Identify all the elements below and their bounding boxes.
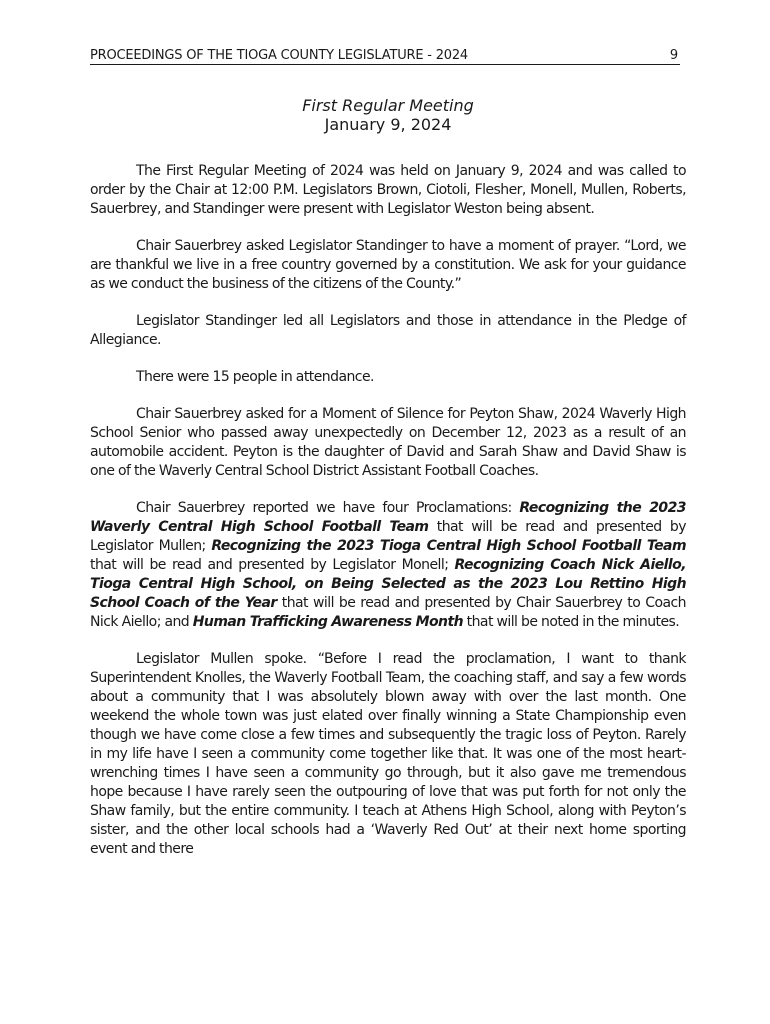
proclamation-tioga-football: Recognizing the 2023 Tioga Central High School Football Team [211, 538, 686, 554]
meeting-date: January 9, 2024 [324, 115, 452, 134]
proclamations-text-4: that will be read and presented by Chair Sauerbrey to Coach Nick Aiello; and [90, 595, 686, 630]
running-header [90, 48, 680, 65]
paragraph-prayer: Chair Sauerbrey asked Legislator Standinger to have a moment of prayer. “Lord, we are thankful we live in a free country governed by a constitution. We ask for your guidance as we conduct the business of the citizens of the County.” [90, 238, 686, 292]
proclamations-text-2: that will be read and presented by Legislator Mullen; [90, 519, 686, 554]
proclamations-text-3: that will be read and presented by Legislator Monell; [90, 557, 455, 573]
paragraph-pledge: Legislator Standinger led all Legislators and those in attendance in the Pledge of Allegiance. [90, 313, 686, 348]
paragraph-call-to-order: The First Regular Meeting of 2024 was held on January 9, 2024 and was called to order by the Chair at 12:00 P.M. Legislators Brown, Ciotoli, Flesher, Monell, Mullen, Roberts, Sauerbrey, and Standinger were present with Legislator Weston being absent. [90, 163, 686, 217]
proclamation-human-trafficking: Human Trafficking Awareness Month [192, 614, 464, 630]
page-number: 9 [669, 48, 678, 63]
header-title: PROCEEDINGS OF THE TIOGA COUNTY LEGISLATURE - 2024 [90, 48, 468, 63]
paragraph-proclamations [90, 499, 686, 632]
meeting-heading [90, 96, 686, 135]
minutes-body [90, 162, 686, 877]
paragraph-moment-of-silence: Chair Sauerbrey asked for a Moment of Silence for Peyton Shaw, 2024 Waverly High School Senior who passed away unexpectedly on December 12, 2023 as a result of an automobile accident. Peyton is the daughter of David and Sarah Shaw and David Shaw is one of the Waverly Central School District Assistant Football Coaches. [90, 406, 686, 479]
proclamations-text-1: Chair Sauerbrey reported we have four Proclamations: [136, 500, 520, 516]
paragraph-attendance: There were 15 people in attendance. [136, 369, 374, 385]
proclamation-waverly-football: Recognizing the 2023 Waverly Central High School Football Team [90, 500, 686, 535]
meeting-title: First Regular Meeting [302, 96, 474, 115]
proclamations-text-5: that will be noted in the minutes. [463, 614, 680, 630]
paragraph-mullen-remarks: Legislator Mullen spoke. “Before I read the proclamation, I want to thank Superintendent Knolles, the Waverly Football Team, the coaching staff, and say a few words about a community that I was absolutely blown away with over the last month. One weekend the whole town was just elated over finally winning a State Championship even though we have come close a few times and subsequently the tragic loss of Peyton. Rarely in my life have I seen a community come together like that. It was one of the most heart-wrenching times I have seen a community go through, but it also gave me tremendous hope because I have rarely seen the outpouring of love that was put forth for not only the Shaw family, but the entire community. I teach at Athens High School, along with Peyton’s sister, and the other local schools had a ‘Waverly Red Out’ at their next home sporting event and there [90, 651, 686, 857]
proclamation-coach-aiello: Recognizing Coach Nick Aiello, Tioga Central High School, on Being Selected as the 2023 Lou Rettino High School Coach of the Year [90, 557, 686, 611]
